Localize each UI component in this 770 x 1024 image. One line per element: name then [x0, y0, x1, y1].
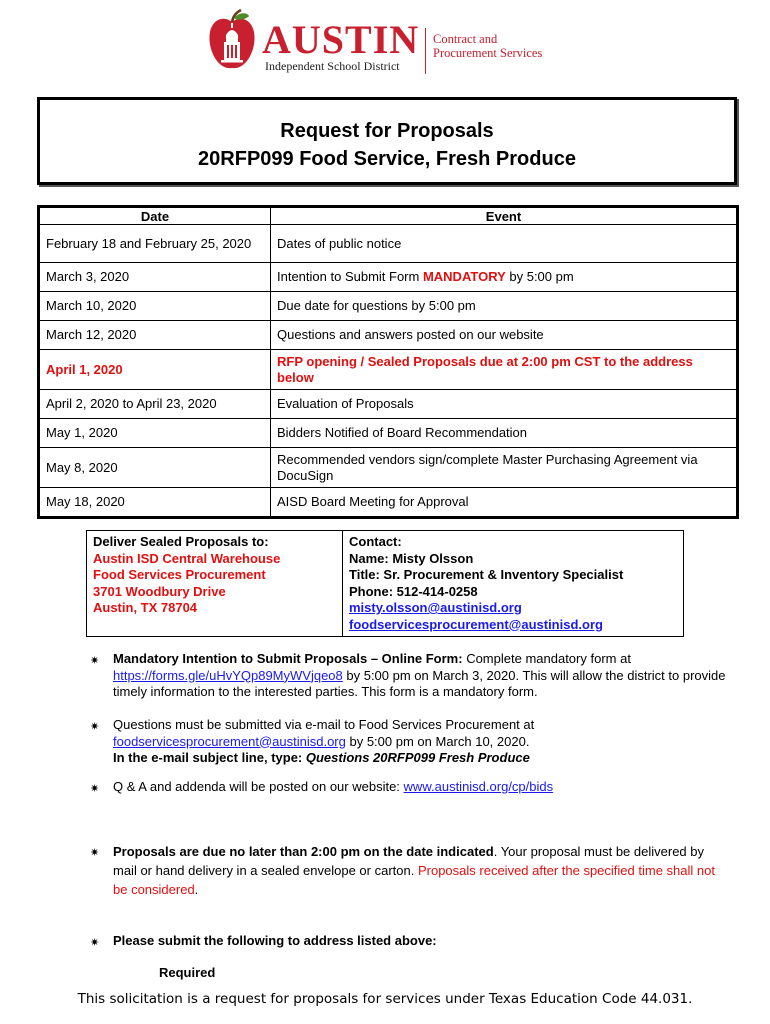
contact-phone: Phone: 512-414-0258 [349, 583, 478, 599]
delivery-heading: Deliver Sealed Proposals to: [93, 534, 269, 549]
title-box [37, 97, 737, 185]
date-cell: April 1, 2020 [39, 350, 271, 390]
delivery-address-line: Food Services Procurement [93, 567, 266, 582]
district-logo [207, 8, 567, 74]
bullet-item: ✷ Proposals are due no later than 2:00 pm on the date indicated. Your proposal must be delivered by mail or hand delivery in a sealed envelope or carton. Proposals received after the specified time shall not be considered. [90, 844, 715, 897]
bullet-item: ✷ Please submit the following to address listed above: [90, 933, 730, 950]
table-row [39, 225, 738, 263]
document-subtitle: 20RFP099 Food Service, Fresh Produce [198, 148, 576, 170]
procurement-email-link[interactable]: foodservicesprocurement@austinisd.org [349, 616, 603, 632]
contact-name: Name: Misty Olsson [349, 550, 474, 566]
date-cell: April 2, 2020 to April 23, 2020 [39, 390, 271, 419]
logo-divider [425, 28, 426, 74]
intention-form-link[interactable]: https://forms.gle/uHvYQp89MyWVjqeo8 [113, 667, 343, 683]
table-header-row [39, 207, 738, 225]
bullet-star-icon: ✷ [90, 937, 100, 949]
delivery-address-line: Austin ISD Central Warehouse [93, 550, 281, 566]
delivery-cell [87, 531, 343, 637]
date-cell: March 3, 2020 [39, 263, 271, 292]
delivery-address-line: Austin, TX 78704 [93, 600, 198, 615]
table-row [39, 419, 738, 448]
contact-email-link[interactable]: misty.olsson@austinisd.org [349, 600, 522, 615]
delivery-address-line: 3701 Woodbury Drive [93, 583, 226, 599]
table-row [39, 448, 738, 488]
bullet-item: ✷ Mandatory Intention to Submit Proposals – Online Form: Complete mandatory form at https://forms.gle/uHvYQp89MyWVjqeo8 by 5:00 pm on March 3, 2020. This will allow the district to provide timely information to the interested parties. This form is a mandatory form. [90, 651, 726, 699]
bullet-star-icon: ✷ [90, 655, 100, 667]
contact-heading: Contact: [349, 534, 402, 549]
footer-note: This solicitation is a request for proposals for services under Texas Education Code 44.031. [77, 991, 693, 1007]
bullet-star-icon: ✷ [90, 847, 100, 859]
event-cell: Due date for questions by 5:00 pm [271, 292, 738, 321]
questions-email-link[interactable]: foodservicesprocurement@austinisd.org [113, 733, 346, 749]
date-cell: March 10, 2020 [39, 292, 271, 321]
event-cell: AISD Board Meeting for Approval [271, 488, 738, 518]
required-heading: Required [159, 965, 216, 980]
column-header-date: Date [39, 207, 271, 225]
table-row [39, 292, 738, 321]
date-cell: May 1, 2020 [39, 419, 271, 448]
date-cell: February 18 and February 25, 2020 [39, 225, 271, 263]
date-cell: March 12, 2020 [39, 321, 271, 350]
event-cell: Questions and answers posted on our website [271, 321, 738, 350]
table-row [39, 350, 738, 390]
event-cell: Bidders Notified of Board Recommendation [271, 419, 738, 448]
table-row [39, 390, 738, 419]
brand-subtitle: Independent School District [265, 59, 400, 73]
column-header-event: Event [271, 207, 738, 225]
table-row [39, 263, 738, 292]
contact-table [86, 530, 684, 637]
table-row [39, 321, 738, 350]
event-cell: Evaluation of Proposals [271, 390, 738, 419]
table-row [39, 488, 738, 518]
mandatory-label: MANDATORY [422, 269, 506, 284]
document-title: Request for Proposals [280, 120, 494, 142]
bullet-star-icon: ✷ [90, 721, 100, 733]
event-cell: Intention to Submit Form MANDATORY by 5:00 pm [271, 263, 738, 292]
event-cell: Dates of public notice [271, 225, 738, 263]
bullet-item: ✷ Questions must be submitted via e-mail to Food Services Procurement at foodservicesprocurement@austinisd.org by 5:00 pm on March 10, 2020. In the e-mail subject line, type: Questions 20RFP099 Fresh Produce [90, 717, 535, 765]
bullet-item: ✷ Q & A and addenda will be posted on our website: www.austinisd.org/cp/bids [90, 779, 730, 796]
event-cell: RFP opening / Sealed Proposals due at 2:00 pm CST to the address below [271, 350, 738, 390]
department-name: Contract and Procurement Services [433, 32, 543, 60]
event-cell: Recommended vendors sign/complete Master Purchasing Agreement via DocuSign [271, 448, 738, 488]
apple-capitol-icon [207, 8, 257, 74]
contact-title: Title: Sr. Procurement & Inventory Specialist [349, 567, 624, 582]
brand-name: AUSTIN [262, 17, 420, 62]
date-cell: May 18, 2020 [39, 488, 271, 518]
bullet-star-icon: ✷ [90, 783, 100, 795]
bids-website-link[interactable]: www.austinisd.org/cp/bids [403, 779, 554, 794]
schedule-table [37, 205, 739, 519]
contact-cell [343, 531, 684, 637]
date-cell: May 8, 2020 [39, 448, 271, 488]
